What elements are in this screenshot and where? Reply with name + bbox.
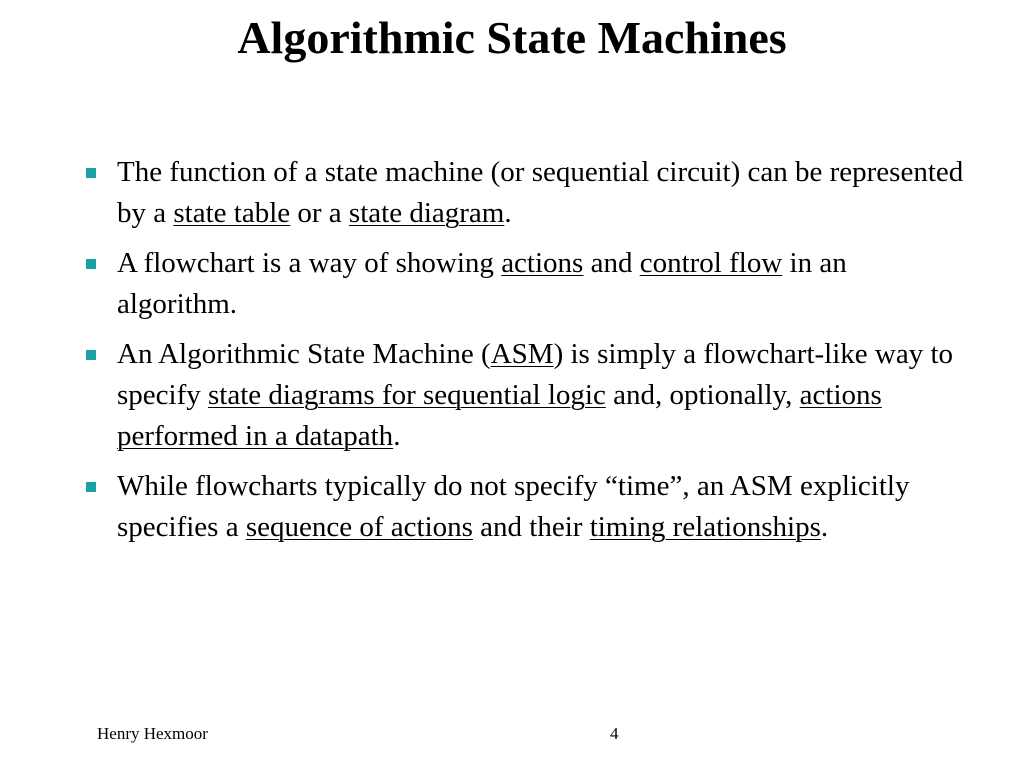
bullet-item [84, 334, 964, 457]
page-number: 4 [610, 724, 619, 743]
bullet-list [84, 152, 964, 557]
slide-title: Algorithmic State Machines [237, 12, 787, 63]
bullet-text-segment: . [504, 197, 512, 229]
bullet-text [117, 247, 847, 320]
square-bullet-icon [86, 259, 96, 269]
bullet-text-segment: and their [472, 511, 590, 543]
underlined-term: state table [173, 197, 291, 229]
square-bullet-icon [86, 482, 96, 492]
bullet-text [117, 338, 953, 452]
bullet-text-segment: An Algorithmic State Machine ( [117, 338, 491, 370]
bullet-item [84, 152, 964, 234]
underlined-term: actions performed in a datapath [117, 379, 882, 452]
bullet-text-segment: The function of a state machine (or sequential circuit) can be represented by a [117, 156, 964, 229]
underlined-term: control flow [639, 247, 783, 279]
bullet-text-segment: in an algorithm. [117, 247, 847, 320]
underlined-term: state diagram [348, 197, 505, 229]
bullet-text-segment: . [393, 420, 401, 452]
square-bullet-icon [86, 168, 96, 178]
bullet-text-segment: ) is simply a flowchart-like way to specify [117, 338, 954, 411]
bullet-text [117, 470, 909, 543]
underlined-term: timing relationships [589, 511, 821, 543]
footer-author: Henry Hexmoor [97, 724, 208, 743]
underlined-term: actions [501, 247, 584, 279]
bullet-text-segment: . [820, 511, 829, 543]
bullet-text-segment: A flowchart is a way of showing [117, 247, 502, 279]
bullet-text [117, 156, 963, 229]
bullet-text-segment: and, optionally, [605, 379, 800, 411]
underlined-term: sequence of actions [245, 511, 473, 543]
bullet-item [84, 243, 964, 325]
bullet-text-segment: or a [290, 197, 349, 229]
bullet-item [84, 466, 964, 548]
bullet-text-segment: While flowcharts typically do not specify “time”, an ASM explicitly specifies a [117, 470, 910, 543]
underlined-term: ASM [490, 338, 554, 370]
bullet-text-segment: and [583, 247, 640, 279]
square-bullet-icon [86, 350, 96, 360]
underlined-term: state diagrams for sequential logic [208, 379, 606, 411]
